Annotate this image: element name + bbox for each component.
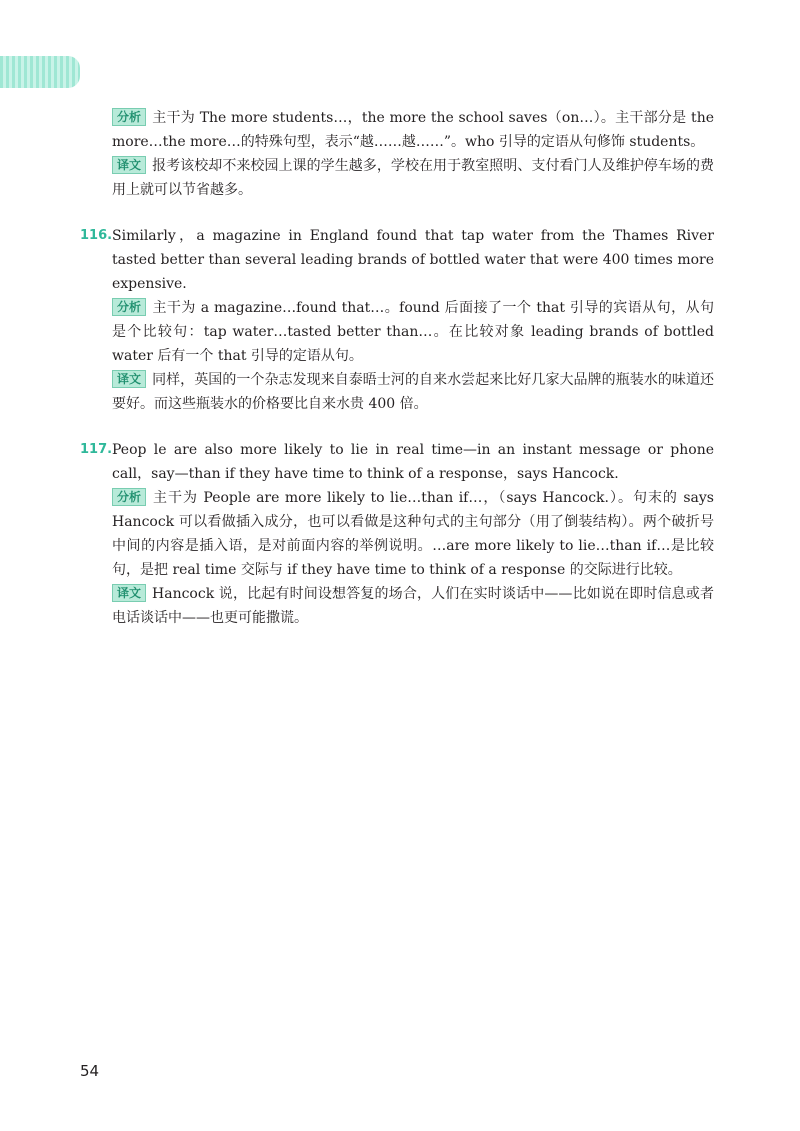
page-content: [80, 106, 714, 630]
question-sentence: Peop le are also more likely to lie in real time—in an instant message or phone call，say—than if they have time to think of a response，says Hancock.: [112, 442, 714, 482]
translation-label: 译文: [112, 370, 146, 388]
question-sentence: Similarly，a magazine in England found that tap water from the Thames River tasted better than several leading brands of bottled water that were 400 times more expensive.: [112, 228, 714, 292]
translation-text: 同样，英国的一个杂志发现来自泰晤士河的自来水尝起来比好几家大品牌的瓶装水的味道还要好。而这些瓶装水的价格要比自来水贵 400 倍。: [112, 372, 714, 412]
question-number: 116.: [80, 228, 113, 243]
analysis-text: 主干为 People are more likely to lie…than if…，（says Hancock.）。句末的 says Hancock 可以看做插入成分，也可以看做是这种句式的主句部分（用了倒装结构）。两个破折号中间的内容是插入语，是对前面内容的举例说明。…are more likely to lie…than if…是比较句，是把 real time 交际与 if they have time to think of a response 的交际进行比较。: [112, 490, 714, 578]
analysis-paragraph: [112, 106, 714, 154]
question-117: [80, 438, 714, 630]
analysis-label: 分析: [112, 488, 146, 506]
translation-paragraph: [112, 368, 714, 416]
analysis-paragraph: [112, 486, 714, 582]
translation-label: 译文: [112, 584, 146, 602]
page-number: 54: [80, 1062, 100, 1080]
question-116: [80, 224, 714, 416]
analysis-label: 分析: [112, 108, 146, 126]
header-tab-decoration: [0, 56, 80, 88]
analysis-text: 主干为 The more students…，the more the school saves（on…）。主干部分是 the more…the more…的特殊句型，表示“越……越……”。who 引导的定语从句修饰 students。: [112, 110, 714, 150]
analysis-text: 主干为 a magazine…found that…。found 后面接了一个 that 引导的宾语从句，从句是个比较句：tap water…tasted better than…。在比较对象 leading brands of bottled water 后有一个 that 引导的定语从句。: [112, 300, 714, 364]
translation-paragraph: [112, 154, 714, 202]
translation-text: Hancock 说，比起有时间设想答复的场合，人们在实时谈话中——比如说在即时信息或者电话谈话中——也更可能撒谎。: [112, 586, 714, 626]
analysis-label: 分析: [112, 298, 146, 316]
translation-paragraph: [112, 582, 714, 630]
question-number: 117.: [80, 442, 113, 457]
translation-label: 译文: [112, 156, 146, 174]
intro-block: [80, 106, 714, 202]
translation-text: 报考该校却不来校园上课的学生越多，学校在用于教室照明、支付看门人及维护停车场的费用上就可以节省越多。: [112, 158, 714, 198]
analysis-paragraph: [112, 296, 714, 368]
